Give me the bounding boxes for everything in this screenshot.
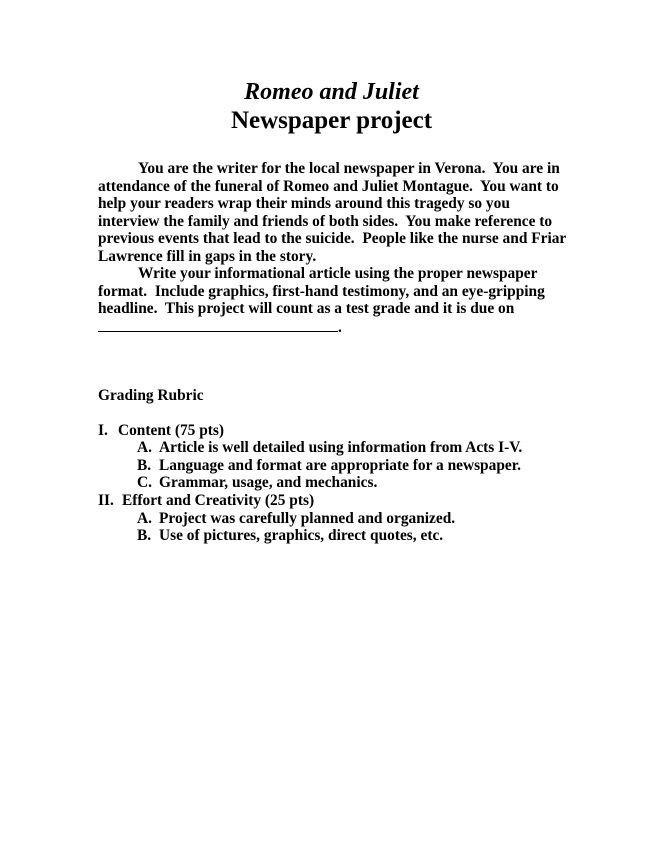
paragraph-line: previous events that lead to the suicide. People like the nurse and Friar bbox=[98, 230, 567, 247]
paragraph-line: Write your informational article using the proper newspaper bbox=[138, 265, 538, 282]
due-date-line bbox=[98, 318, 578, 337]
rubric-heading: Grading Rubric bbox=[98, 387, 204, 404]
rubric-item bbox=[98, 457, 578, 475]
item-text: Use of pictures, graphics, direct quotes, etc. bbox=[159, 527, 444, 545]
rubric-item bbox=[98, 510, 578, 528]
paragraph-line: You are the writer for the local newspaper in Verona. You are in bbox=[138, 160, 560, 177]
paragraph-line: Lawrence fill in gaps in the story. bbox=[98, 247, 317, 265]
item-text: Grammar, usage, and mechanics. bbox=[159, 474, 378, 492]
section-numeral: II. bbox=[98, 491, 114, 509]
document-subtitle: Newspaper project bbox=[230, 107, 433, 134]
grading-rubric bbox=[98, 387, 578, 545]
due-date-blank bbox=[98, 318, 338, 332]
section-label: Content (75 pts) bbox=[118, 421, 225, 439]
item-letter: B. bbox=[137, 456, 152, 474]
item-letter: B. bbox=[137, 527, 152, 545]
rubric-item bbox=[98, 527, 578, 545]
item-text: Article is well detailed using information from Acts I-V. bbox=[159, 439, 523, 457]
item-letter: A. bbox=[137, 439, 152, 457]
item-letter: C. bbox=[137, 474, 152, 492]
paragraph-line: help your readers wrap their minds around this tragedy so you bbox=[98, 195, 510, 212]
section-numeral: I. bbox=[98, 421, 108, 439]
rubric-item bbox=[98, 474, 578, 492]
paragraph-line: attendance of the funeral of Romeo and Juliet Montague. You want to bbox=[98, 177, 559, 195]
paragraph-line: interview the family and friends of both sides. You make reference to bbox=[98, 212, 553, 230]
rubric-section-content bbox=[98, 422, 578, 440]
section-label: Effort and Creativity (25 pts) bbox=[122, 491, 315, 509]
rubric-section-effort bbox=[98, 492, 578, 510]
paragraph-line: format. Include graphics, first-hand testimony, and an eye-gripping bbox=[98, 282, 545, 300]
rubric-item bbox=[98, 439, 578, 457]
assignment-body bbox=[98, 160, 578, 336]
document-title: Romeo and Juliet bbox=[244, 79, 419, 105]
item-text: Project was carefully planned and organized. bbox=[159, 509, 456, 527]
paragraph-line: headline. This project will count as a test grade and it is due on bbox=[98, 300, 515, 317]
due-date-period: . bbox=[338, 318, 342, 336]
item-letter: A. bbox=[137, 509, 152, 527]
item-text: Language and format are appropriate for a newspaper. bbox=[159, 456, 521, 474]
